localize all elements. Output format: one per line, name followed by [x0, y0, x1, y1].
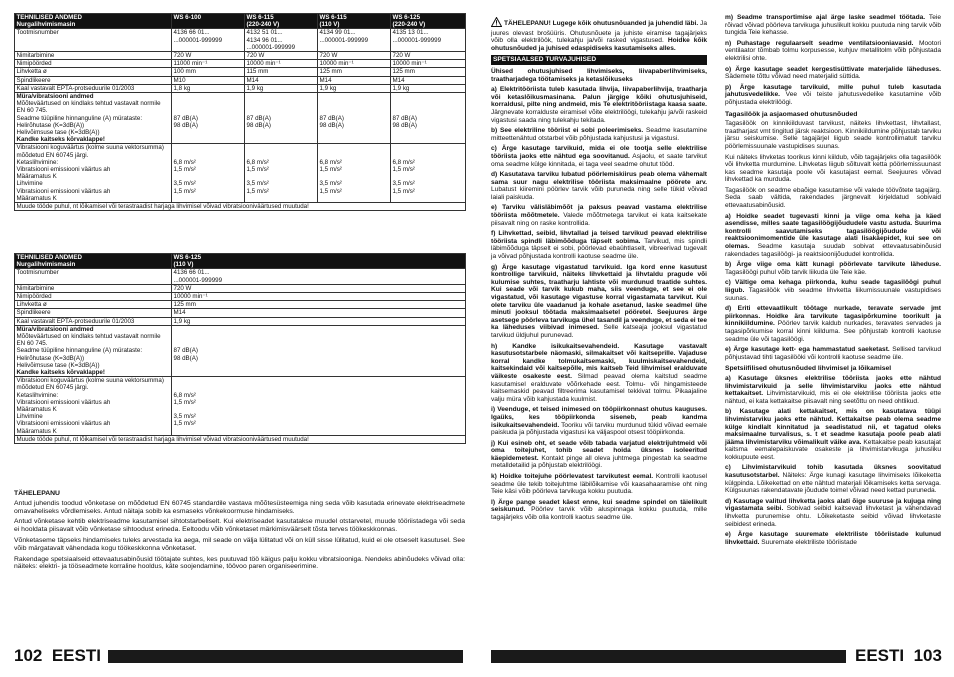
- row-value: 720 W: [172, 52, 245, 60]
- tech-data-table-2: [14, 253, 466, 444]
- table-row: [15, 144, 466, 203]
- row-value: 87 dB(A) 98 dB(A): [172, 93, 245, 144]
- safety-column-1: [491, 17, 707, 525]
- row-value: 4136 66 01... ...000001-999999: [172, 29, 245, 52]
- safety-item: m) Seadme transportimise ajal ärge laske seadmel töötada. Teie rõivad võivad pöörleva tarvikuga juhuslikult kokku puutuda ning tarvik võib tungida Teie kehasse.: [725, 14, 941, 37]
- table-row: [15, 293, 466, 301]
- row-value: 125 mm: [391, 68, 466, 76]
- table-header-cell: WS 6-125 (110 V): [172, 254, 466, 269]
- footer-bar-left: [108, 650, 463, 663]
- safety-item: e) Ärge kasutage suuremate elektriliste tööriistade kulunud lihvkettaid. Suuremate elektriliste tööriistade: [725, 531, 941, 546]
- row-value: 100 mm: [172, 68, 245, 76]
- notice-title: TÄHELEPANU: [14, 490, 60, 497]
- row-value: 4135 13 01... ...000001-999999: [391, 29, 466, 52]
- safety-item: j) Kui esineb oht, et seade võib tabada varjatud elektrijuhtmeid või oma toitejuhet, tohib seadet hoida üksnes isoleeritud käepidemetest. Kontakt pinge all oleva juhtmega pingestab ka seadme metalldetailid ja põhjustab elektrilöögi.: [491, 439, 707, 470]
- safety-item: b) Kasutage alati kettakaitset, mis on kasutatava tüüpi lihvimistarviku jaoks ette nähtud. Kettakaitse peab olema seadme külge kindlalt kinnitatud ja seadistatud nii, et tagatud oleks maksimaalne turvalisus, s. t et seadme kasutaja poole peab alati jääma lihvimistarviku võimalikult väike ava. Kettakaitse peab kasutajat kaitsma eemalepaiskuvate osakeste ja lihvimistarvikuga juhusliku kokkupuute eest.: [725, 408, 941, 461]
- table-row: [15, 29, 466, 52]
- row-value: 4134 99 01... ...000001-999999: [318, 29, 391, 52]
- table-header-cell: TEHNILISED ANDMED Nurgalihvimismasin: [15, 14, 172, 29]
- row-label: Vibratsiooni koguväärtus (kolme suuna vektorsumma) mõõdetud EN 60745 järgi. Ketaslihvimine: Vibratsiooni emissiooni väärtus ah Määramatus K Lihvimine Vibratsiooni emissiooni väärtus ah Määramatus K: [15, 144, 172, 203]
- notice-paragraph: Võnketaseme täpseks hindamiseks tuleks arvestada ka aega, mil seade on välja lülitatud või on küll sisse lülitatud, kuid ei ole otseselt kasutusel. See võib märgatavalt vähendada kogu töökeskkonna võnketaset.: [14, 536, 465, 552]
- row-value: 87 dB(A) 98 dB(A): [245, 93, 318, 144]
- notice-paragraph: Rakendage spetsiaalseid ettevaatusabinõusid töötajate suhtes, kes puutuvad töö käigus palju kokku vibratsiooniga. Nendeks abinõudeks võivad olla: näiteks: elektri- ja tööseadmete korraline hooldus, käte soojendamine, töövoo paren organiseerimine.: [14, 555, 465, 571]
- row-label: Tootmisnumber: [15, 269, 172, 284]
- row-value: M10: [172, 76, 245, 84]
- subheading-grinding: Spetsiifilised ohutusnõuded lihvimisel ja lõikamisel: [725, 365, 892, 373]
- row-value: 6,8 m/s² 1,5 m/s² 3,5 m/s² 1,5 m/s²: [172, 144, 245, 203]
- row-value: 125 mm: [172, 301, 466, 309]
- table-row: [15, 76, 466, 84]
- page-number-right: EESTI 103: [855, 646, 942, 665]
- safety-item: g) Ärge kasutage vigastatud tarvikuid. Iga kord enne kasutust kontrollige tarvikuid, näiteks lihvkettaid ja lihvtaldu pragude või kulumise suhtes, traatharju lahtiste või murdunud traatide suhtes. Kui seade või tarvik kukub maha, siis veenduge, et see ei ole vigastatud, või kasutage vigastuse korral vigastamata tarvikut. Kui olete tarviku üle vaadanud ja kohale asetanud, laske seadmel ühe minuti jooksul töötada maksimaalsetel pööretel. Seejuures ärge asetsege pöörleva tarvikuga ühel tasandil ja veenduge, et seda ei tee ka läheduses viibivad inimesed. Selle katseaja jooksul vigastatud tarvikud üldjuhul purunevad.: [491, 263, 707, 339]
- safety-item: a) Elektritööriista tuleb kasutada lihvija, liivapaberlihvija, traatharja või ketaslõikusmasinana. Palun järgige kõiki ohutusjuhiseid, korraldusi, pilte ning andmeid, mis Te elektritööriistaga kaasa saate. Järgnevate korralduste eiramisel võite elektrilöögi, tulekahju ja/või raskeid vigastusi saada ning tulekahju tekitada.: [491, 86, 707, 124]
- row-value: 1,9 kg: [318, 84, 391, 92]
- table-footer-note: Muude tööde puhul, nt lõikamisel või terastraadist harjaga lihvimisel võivad vibratsiooniväärtused muutuda!: [15, 435, 466, 443]
- row-label: Spindlikeere: [15, 76, 172, 84]
- safety-item: l) Ärge pange seadet käest enne, kui seadme spindel on täielikult seiskunud. Pöörlev tarvik võib aluspinnaga kokku puutuda, mille tagajärjeks võib olla kontrolli kaotus seadme üle.: [491, 498, 707, 522]
- row-value: 10000 min⁻¹: [245, 60, 318, 68]
- table-row: [15, 93, 466, 144]
- safety-item: h) Kandke isikukaitsevahendeid. Kasutage vastavalt kasutusotstarbele näomaski, silmakaitset või kaitseprille. Vajaduse korral kandke tolmukaitsemaski, kuulmiskaitsevahendeid, kaitsekindaid või kaitsepõlle, mis kaitseb Teid lihvimisel eralduvate väikeste osakeste eest. Silmad peavad olema kaitstud seadme kasutamisel eralduvate võõrkehade eest. Tolmu- või hingamisteede kaitsemaskid peavad filtreerima kasutamisel tekkivat tolmu. Pikaajaline valju müra võib kahjustada kuulmist.: [491, 342, 707, 403]
- row-value: M14: [172, 309, 466, 317]
- row-value: 720 W: [391, 52, 466, 60]
- table-footer-note: Muude tööde puhul, nt lõikamisel või terastraadist harjaga lihvimisel võivad vibratsiooniväärtused muutuda!: [15, 203, 466, 211]
- safety-item: e) Ärge kasutage kett- ega hammastatud saeketast. Sellised tarvikud põhjustavad tihti tagasilööki või kontrolli kaotuse seadme üle.: [725, 346, 942, 361]
- row-label: Lihvketta ø: [15, 68, 172, 76]
- warning-title: TÄHELEPANU! Lugege kõik ohutusnõuanded ja juhendid läbi.: [504, 20, 699, 27]
- row-label: Kaal vastavalt EPTA-protseduurile 01/2003: [15, 317, 172, 325]
- safety-item: n) Puhastage regulaarselt seadme ventilatsiooniavasid. Mootori ventilaator tõmbab tolmu korpusesse, kuhjuv metallitolm võib põhjustada elektrilisi ohte.: [725, 39, 941, 62]
- row-value: 87 dB(A) 98 dB(A): [172, 325, 466, 376]
- table-row: [15, 301, 466, 309]
- row-value: 4136 66 01... ...000001-999999: [172, 269, 466, 284]
- table-header-cell: TEHNILISED ANDMED Nurgalihvimismasin: [15, 254, 172, 269]
- safety-item: b) See elektriline tööriist ei sobi poleerimiseks. Seadme kasutamine mitteettenähtud otstarbel võib põhjustada kahjustusi ja vigastusi.: [491, 127, 707, 142]
- safety-item: a) Hoidke seadet tugevasti kinni ja viige oma keha ja käed asendisse, milles saate tagasilöögijõududele vastu astuda. Suurima kontrolli saavutamiseks tagasilöögijõudude või reaktsioonimomentide üle kasutage alati lisakäepidet, kui see on olemas. Seadme kasutaja suudab sobivat ettevaatusabinõusid rakendades tagasilöögi- ja reaktsioonijõududel kontrollida.: [725, 212, 941, 258]
- safety-item: k) Hoidke toitejuhe pöörlevatest tarvikutest eemal. Kontrolli kaotusel seadme üle tekib toitejuhtme läbilõikamise või kaasahaaramise oht ning Teie käsi võib pöörleva tarvikuga kokku puutuda.: [491, 473, 707, 496]
- language-label: EESTI: [51, 646, 101, 665]
- row-value: M14: [318, 76, 391, 84]
- tech-data-table-1: [14, 13, 466, 211]
- row-label: Tootmisnumber: [15, 29, 172, 52]
- table-header-cell: WS 6-125 (220-240 V): [391, 14, 466, 29]
- row-value: 720 W: [172, 284, 466, 292]
- intro-heading: Ühised ohutusjuhised lihvimiseks, liivapaberlihvimiseks, traatharjadega töötamiseks ja ketaslõikuseks: [491, 67, 707, 83]
- table-header-cell: WS 6-100: [172, 14, 245, 29]
- notice-paragraph: Antud juhendis toodud võnketase on mõõdetud EN 60745 standardile vastava mõõtesüsteemiga ning seda võib kasutada erinevate elektriseadmete omavaheliseks võrdlemiseks. Antud näitaja sobib ka esmaseks võnkekoormuse hindamiseks.: [14, 499, 465, 515]
- safety-item: c) Ärge kasutage tarvikuid, mida ei ole tootja selle elektrilise tööriista jaoks ette nähtud ega soovitanud. Asjaolu, et saate tarvikut oma seadme külge kinnitada, ei taga veel seadme ohutut tööd.: [491, 145, 707, 168]
- row-value: 1,9 kg: [172, 317, 466, 325]
- safety-column-2: [725, 14, 941, 549]
- right-page: [477, 0, 954, 677]
- row-value: 125 mm: [318, 68, 391, 76]
- safety-item: a) Kasutage üksnes elektrilise tööriista jaoks ette nähtud lihvimistarvikuid ja selle lihvimistarviku jaoks ette nähtud kettakaitset. Lihvimistarvikuid, mis ei ole elektrilise tööriista jaoks ette nähtud, ei kata kettakaitse piisavalt ning seetõttu on need ohtlikud.: [725, 374, 941, 405]
- safety-item: d) Kasutage valitud lihvketta jaoks alati õige suuruse ja kujuga ning vigastamata seibi. Sobivad seibid kaitsevad lihvketast ja vähendavad lihvketta purunemise ohtu. Lõikeketaste seibid võivad lihvketaste seibidest erineda.: [725, 497, 941, 528]
- kickback-paragraph: Tagasilöök on seadme ebaõige kasutamise või valede töövõtete tagajärg. Seda saab vältida, rakendades järgnevalt kirjeldatud sobivaid ettevaatusabinõusid.: [725, 186, 941, 210]
- row-value: 87 dB(A) 98 dB(A): [318, 93, 391, 144]
- row-value: 720 W: [318, 52, 391, 60]
- safety-item: e) Tarviku välisläbimõõt ja paksus peavad vastama elektrilise tööriista mõõtmetele. Valede mõõtmetega tarvikut ei kata kaitsekate piisavalt ning on raske kontrollida.: [491, 204, 707, 227]
- row-value: 10000 min⁻¹: [318, 60, 391, 68]
- safety-item: i) Veenduge, et teised inimesed on tööpiirkonnast ohutus kauguses. Igaüks, kes tööpiirkonda siseneb, peab kandma isikukaitsevahendeid. Tooriku või tarviku murdunud tükid võivad eemale paiskuda ja põhjustada vigastusi ka väljaspool otsest tööpiirkonda.: [491, 406, 707, 437]
- warning-triangle-icon: [491, 17, 502, 30]
- safety-item: p) Ärge kasutage tarvikuid, mille puhul tuleb kasutada jahutusvedelikke. Vee või teiste jahutusvedelike kasutamine võib põhjustada elektrilöögi.: [725, 83, 941, 106]
- safety-item: o) Ärge kasutage seadet kergestisüttivate materjalide läheduses. Sädemete tõttu võivad need materjalid süttida.: [725, 65, 941, 81]
- row-value: 6,8 m/s² 1,5 m/s² 3,5 m/s² 1,5 m/s²: [391, 144, 466, 203]
- safety-item: b) Ärge viige oma kätt kunagi pöörlevate tarvikute läheduse. Tagasilöögi puhul võib tarvik liikuda üle Teie käe.: [725, 261, 941, 276]
- row-value: 1,9 kg: [245, 84, 318, 92]
- row-value: 87 dB(A) 98 dB(A): [391, 93, 466, 144]
- table-row: [15, 84, 466, 92]
- row-value: 6,8 m/s² 1,5 m/s² 3,5 m/s² 1,5 m/s²: [172, 377, 466, 436]
- kickback-paragraph: Kui näiteks lihvketas toorikus kinni kiildub, võib tagajärjeks olla tagasilöök või lihvketta murdumine. Lihvketas liigub sõltuvalt ketta pöörlemissuunast kas seadme kasutaja poole või kasutajast eemal. Seejuures võivad lihvkettad ka murduda.: [725, 153, 941, 184]
- subheading-kickback: Tagasilöök ja asjaomased ohutusnõuded: [725, 110, 858, 118]
- row-value: 6,8 m/s² 1,5 m/s² 3,5 m/s² 1,5 m/s²: [245, 144, 318, 203]
- row-value: 4132 51 01... 4134 96 01... ...000001-999999: [245, 29, 318, 52]
- row-value: 115 mm: [245, 68, 318, 76]
- row-value: 6,8 m/s² 1,5 m/s² 3,5 m/s² 1,5 m/s²: [318, 144, 391, 203]
- row-label: Nimitarbimine: [15, 52, 172, 60]
- kickback-paragraph: Tagasilöök on kinnikiilduvast tarvikust, näiteks lihvkettast, lihvtallast, traatharjast vmt tingitud järsk reaktsioon. Kinnikiildumine põhjustab tarviku järsu seiskumise. Selle tagajärjel liigub seade kontrollimatult tarviku pöörlemissuunale vastupidises suunas.: [725, 120, 941, 150]
- safety-item: d) Eriti ettevaatlikult töötage nurkade, teravate servade jmt piirkonnas. Hoidke ära tarvikute tagasipõrkumine toorikult ja kinnikiildumine. Pöörlev tarvik kaldub nurkades, teravates servades ja tagasipõrkumise korral kinni kiilduma. See põhjustab kontrolli kaotuse seadme üle või tagasilöögi.: [725, 305, 941, 343]
- row-label: Nimipöörded: [15, 293, 172, 301]
- row-value: M14: [245, 76, 318, 84]
- table-header-cell: WS 6-115 (110 V): [318, 14, 391, 29]
- row-value: 11000 min⁻¹: [172, 60, 245, 68]
- safety-item: d) Kasutatava tarviku lubatud pöörlemiskiirus peab olema vähemalt sama suur nagu elektrilise tööriista maksimaalne pöörete arv. Lubatust kiiremini pöörlev tarvik võib puruneda ning selle tükid võivad laiali paiskuda.: [491, 171, 707, 201]
- row-label: Nimipöörded: [15, 60, 172, 68]
- row-label: Lihvketta ø: [15, 301, 172, 309]
- table-row: [15, 68, 466, 76]
- table-row: [15, 377, 466, 436]
- row-label: Müra/vibratsiooni andmed Mõõteväärtused on kindlaks tehtud vastavalt normile EN 60 745. Seadme tüüpiline hinnanguline (A) mürataste: Helirõhutase (K=3dB(A)) Helivõimsuse tase (K=3dB(A)) Kandke kaitseks kõrvaklappe!: [15, 93, 172, 144]
- warning-keep: Hoidke kõik ohutusnõuded ja juhised edaspidiseks kasutamiseks alles.: [491, 37, 707, 52]
- table-row: [15, 309, 466, 317]
- safety-item: c) Lihvimistarvikuid tohib kasutada üksnes soovitatud kasutusotstarbel. Näiteks: Ärge kunagi kasutage lihvimiseks lõikeketta külgpinda. Lõikekettad on ette nähtud materjali lõikamiseks ketta servaga. Külgsuunas rakendatavate jõudude toimel võivad need kettad puruneda.: [725, 464, 941, 495]
- table-row: [15, 284, 466, 292]
- notice-paragraph: Antud võnketase kehtib elektriseadme kasutamisel sihtotstarbeliselt. Kui elektriseadet kasutatakse muudel otstarvetel, muude tööriistadega või seda ei hooldata piisavalt võib võnketase sihtoodust erineda. Eeltoodu võib võnketaset märkimisväärselt tõsta terves töökeskkonnas.: [14, 518, 465, 534]
- row-label: Müra/vibratsiooni andmed Mõõteväärtused on kindlaks tehtud vastavalt normile EN 60 745. Seadme tüüpiline hinnanguline (A) mürataste: Helirõhutase (K=3dB(A)) Helivõimsuse tase (K=3dB(A)) Kandke kaitseks kõrvaklappe!: [15, 325, 172, 376]
- row-value: 720 W: [245, 52, 318, 60]
- row-value: 10000 min⁻¹: [391, 60, 466, 68]
- section-band: SPETSIAALSED TURVAJUHISED: [491, 55, 707, 65]
- row-label: Vibratsiooni koguväärtus (kolme suuna vektorsumma) mõõdetud EN 60745 järgi. Ketaslihvimine: Vibratsiooni emissiooni väärtus ah Määramatus K Lihvimine Vibratsiooni emissiooni väärtus ah Määramatus K: [15, 377, 172, 436]
- row-value: 10000 min⁻¹: [172, 293, 466, 301]
- safety-item: f) Lihvkettad, seibid, lihvtallad ja teised tarvikud peavad elektrilise tööriista spindli läbimõõduga täpselt sobima. Tarvikud, mis spindli läbimõõduga täpselt ei sobi, pöörlevad ebaühtlaselt, vibreerivad tugevalt ja võivad põhjustada kontrolli kaotuse seadme üle.: [491, 230, 707, 261]
- row-label: Nimitarbimine: [15, 284, 172, 292]
- table-row: [15, 317, 466, 325]
- language-label: EESTI: [855, 646, 905, 665]
- warning-text: Ja juures olevast brošüüris. Ohutusnõuete ja juhiste eiramise tagajärjeks võib olla elektrilöök, tulekahju ja/või rasked vigastused.: [491, 20, 707, 45]
- table-row: [15, 60, 466, 68]
- row-value: 1,9 kg: [391, 84, 466, 92]
- table-header-cell: WS 6-115 (220-240 V): [245, 14, 318, 29]
- notice-section: [14, 490, 465, 574]
- footer-bar-right: [491, 650, 846, 663]
- table-row: [15, 269, 466, 284]
- page-number-left: 102 EESTI: [14, 646, 101, 665]
- row-label: Kaal vastavalt EPTA-protseduurile 01/2003: [15, 84, 172, 92]
- row-value: M14: [391, 76, 466, 84]
- safety-item: c) Vältige oma kehaga piirkonda, kuhu seade tagasilöögi puhul liigub. Tagasilöök viib seadme lihvketta liikumissuunale vastupidises suunas.: [725, 279, 941, 302]
- table-row: [15, 325, 466, 376]
- table-row: [15, 52, 466, 60]
- row-value: 1,8 kg: [172, 84, 245, 92]
- row-label: Spindlikeere: [15, 309, 172, 317]
